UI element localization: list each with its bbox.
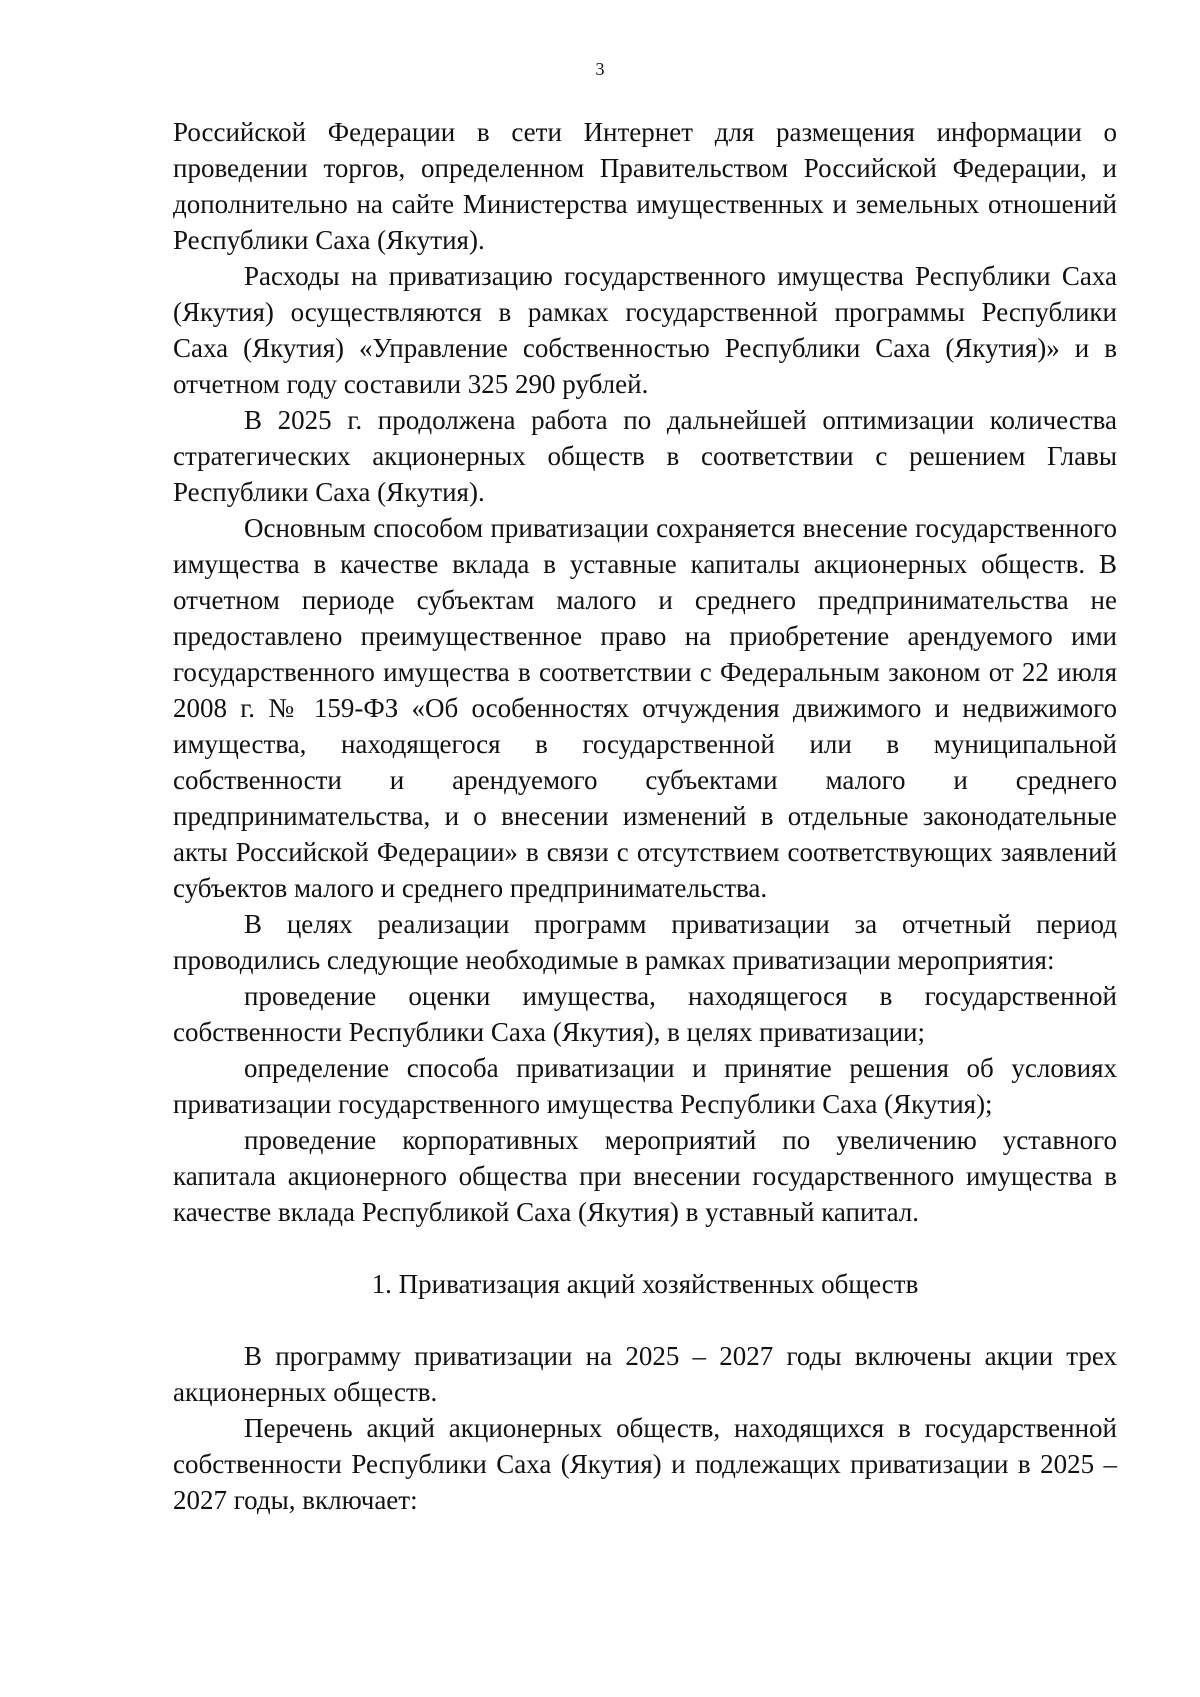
paragraph-strategic-companies-optimization: В 2025 г. продолжена работа по дальнейшей оптимизации количества стратегических акционерных обществ в соответствии с решением Главы Республики Саха (Якутия).: [173, 405, 1117, 507]
page-number: 3: [595, 59, 605, 79]
paragraph-shares-list-intro: Перечень акций акционерных обществ, находящихся в государственной собственности Республики Саха (Якутия) и подлежащих приватизации в 2025 – 2027 годы, включает:: [173, 1413, 1117, 1515]
paragraph-continuation-internet-site: Российской Федерации в сети Интернет для размещения информации о проведении торгов, определенном Правительством Российской Федерации, и дополнительно на сайте Министерства имущественных и земельных отношений Республики Саха (Якутия).: [173, 117, 1117, 255]
list-item-property-valuation: проведение оценки имущества, находящегося в государственной собственности Республики Саха (Якутия), в целях приватизации;: [173, 981, 1117, 1047]
paragraph-program-includes-shares: В программу приватизации на 2025 – 2027 годы включены акции трех акционерных обществ.: [173, 1341, 1117, 1407]
paragraph-main-privatization-method: Основным способом приватизации сохраняется внесение государственного имущества в качестве вклада в уставные капиталы акционерных обществ. В отчетном периоде субъектам малого и среднего предпринимательства не предоставлено преимущественное право на приобретение арендуемого ими государственного имущества в соответствии с Федеральным законом от 22 июля 2008 г. № 159-ФЗ «Об особенностях отчуждения движимого и недвижимого имущества, находящегося в государственной или в муниципальной собственности и арендуемого субъектами малого и среднего предпринимательства, и о внесении изменений в отдельные законодательные акты Российской Федерации» в связи с отсутствием соответствующих заявлений субъектов малого и среднего предпринимательства.: [173, 513, 1117, 903]
document-body: [173, 114, 1117, 1518]
paragraph-privatization-expenses: Расходы на приватизацию государственного имущества Республики Саха (Якутия) осуществляются в рамках государственной программы Республики Саха (Якутия) «Управление собственностью Республики Саха (Якутия)» и в отчетном году составили 325 290 рублей.: [173, 261, 1117, 399]
list-item-corporate-measures: проведение корпоративных мероприятий по увеличению уставного капитала акционерного общества при внесении государственного имущества в качестве вклада Республикой Саха (Якутия) в уставный капитал.: [173, 1125, 1117, 1227]
list-item-method-and-conditions: определение способа приватизации и принятие решения об условиях приватизации государственного имущества Республики Саха (Якутия);: [173, 1053, 1117, 1119]
section-heading: 1. Приватизация акций хозяйственных обществ: [371, 1269, 919, 1299]
paragraph-privatization-measures-intro: В целях реализации программ приватизации за отчетный период проводились следующие необходимые в рамках приватизации мероприятия:: [173, 909, 1117, 975]
